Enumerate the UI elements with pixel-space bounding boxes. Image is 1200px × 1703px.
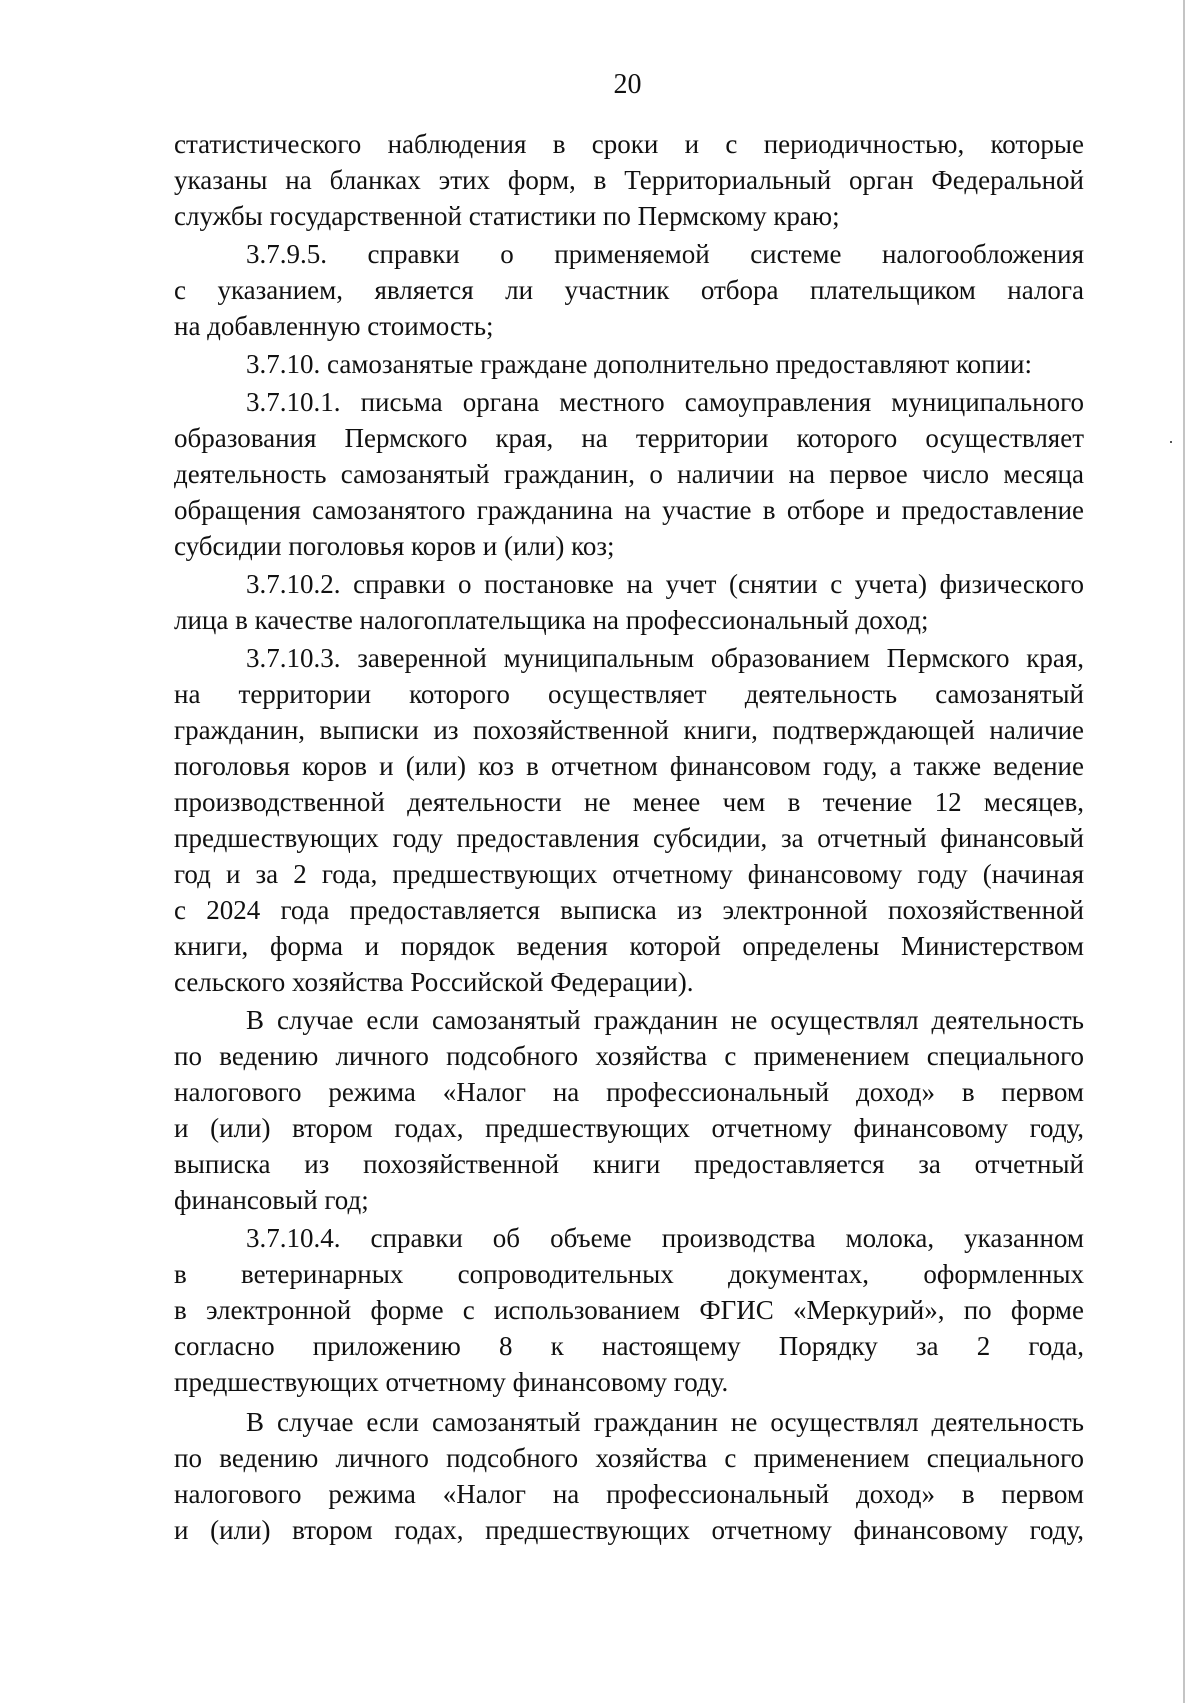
text-line: 3.7.10.2. справки о постановке на учет (снятии с учета) физического [246, 569, 1084, 599]
text-line: службы государственной статистики по Пермскому краю; [174, 201, 840, 231]
text-line: и (или) втором годах, предшествующих отчетному финансовому году, [174, 1113, 1084, 1143]
text-line: на территории которого осуществляет деятельность самозанятый [174, 679, 1084, 709]
text-line: производственной деятельности не менее чем в течение 12 месяцев, [174, 787, 1084, 817]
text-line: поголовья коров и (или) коз в отчетном финансовом году, а также ведение [174, 751, 1084, 781]
text-line: в ветеринарных сопроводительных документах, оформленных [174, 1259, 1084, 1289]
page-number: 20 [613, 69, 642, 100]
text-line: по ведению личного подсобного хозяйства с применением специального [174, 1041, 1084, 1071]
text-line: 3.7.10.4. справки об объеме производства молока, указанном [246, 1223, 1084, 1253]
text-line: по ведению личного подсобного хозяйства с применением специального [174, 1443, 1084, 1473]
text-line: финансовый год; [174, 1185, 369, 1215]
text-line: 3.7.10. самозанятые граждане дополнительно предоставляют копии: [246, 349, 1032, 379]
text-line: налогового режима «Налог на профессиональный доход» в первом [174, 1479, 1084, 1509]
text-line: В случае если самозанятый гражданин не осуществлял деятельность [246, 1005, 1084, 1035]
text-line: на добавленную стоимость; [174, 311, 494, 341]
scan-edge-line [1183, 0, 1185, 1703]
text-line: лица в качестве налогоплательщика на профессиональный доход; [174, 605, 929, 635]
text-line: гражданин, выписки из похозяйственной книги, подтверждающей наличие [174, 715, 1084, 745]
text-line: 3.7.10.1. письма органа местного самоуправления муниципального [246, 387, 1084, 417]
text-line: обращения самозанятого гражданина на участие в отборе и предоставление [174, 495, 1084, 525]
text-line: образования Пермского края, на территории которого осуществляет [174, 423, 1084, 453]
text-line: предшествующих году предоставления субсидии, за отчетный финансовый [174, 823, 1084, 853]
text-line: субсидии поголовья коров и (или) коз; [174, 531, 615, 561]
text-line: указаны на бланках этих форм, в Территориальный орган Федеральной [174, 165, 1084, 195]
text-line: налогового режима «Налог на профессиональный доход» в первом [174, 1077, 1084, 1107]
text-line: книги, форма и порядок ведения которой определены Министерством [174, 931, 1084, 961]
text-line: с указанием, является ли участник отбора плательщиком налога [174, 275, 1084, 305]
text-line: с 2024 года предоставляется выписка из электронной похозяйственной [174, 895, 1084, 925]
text-line: год и за 2 года, предшествующих отчетному финансовому году (начиная [174, 859, 1084, 889]
text-line: В случае если самозанятый гражданин не осуществлял деятельность [246, 1407, 1084, 1437]
text-line: 3.7.10.3. заверенной муниципальным образованием Пермского края, [246, 643, 1084, 673]
text-line: выписка из похозяйственной книги предоставляется за отчетный [174, 1149, 1084, 1179]
text-line: согласно приложению 8 к настоящему Порядку за 2 года, [174, 1331, 1084, 1361]
text-line: 3.7.9.5. справки о применяемой системе налогообложения [246, 239, 1084, 269]
text-line: статистического наблюдения в сроки и с периодичностью, которые [174, 129, 1084, 159]
text-line: деятельность самозанятый гражданин, о наличии на первое число месяца [174, 459, 1084, 489]
text-line: и (или) втором годах, предшествующих отчетному финансовому году, [174, 1515, 1084, 1545]
text-line: сельского хозяйства Российской Федерации). [174, 967, 694, 997]
text-line: в электронной форме с использованием ФГИС «Меркурий», по форме [174, 1295, 1084, 1325]
scan-speck [1170, 441, 1172, 443]
text-line: предшествующих отчетному финансовому году. [174, 1367, 729, 1397]
